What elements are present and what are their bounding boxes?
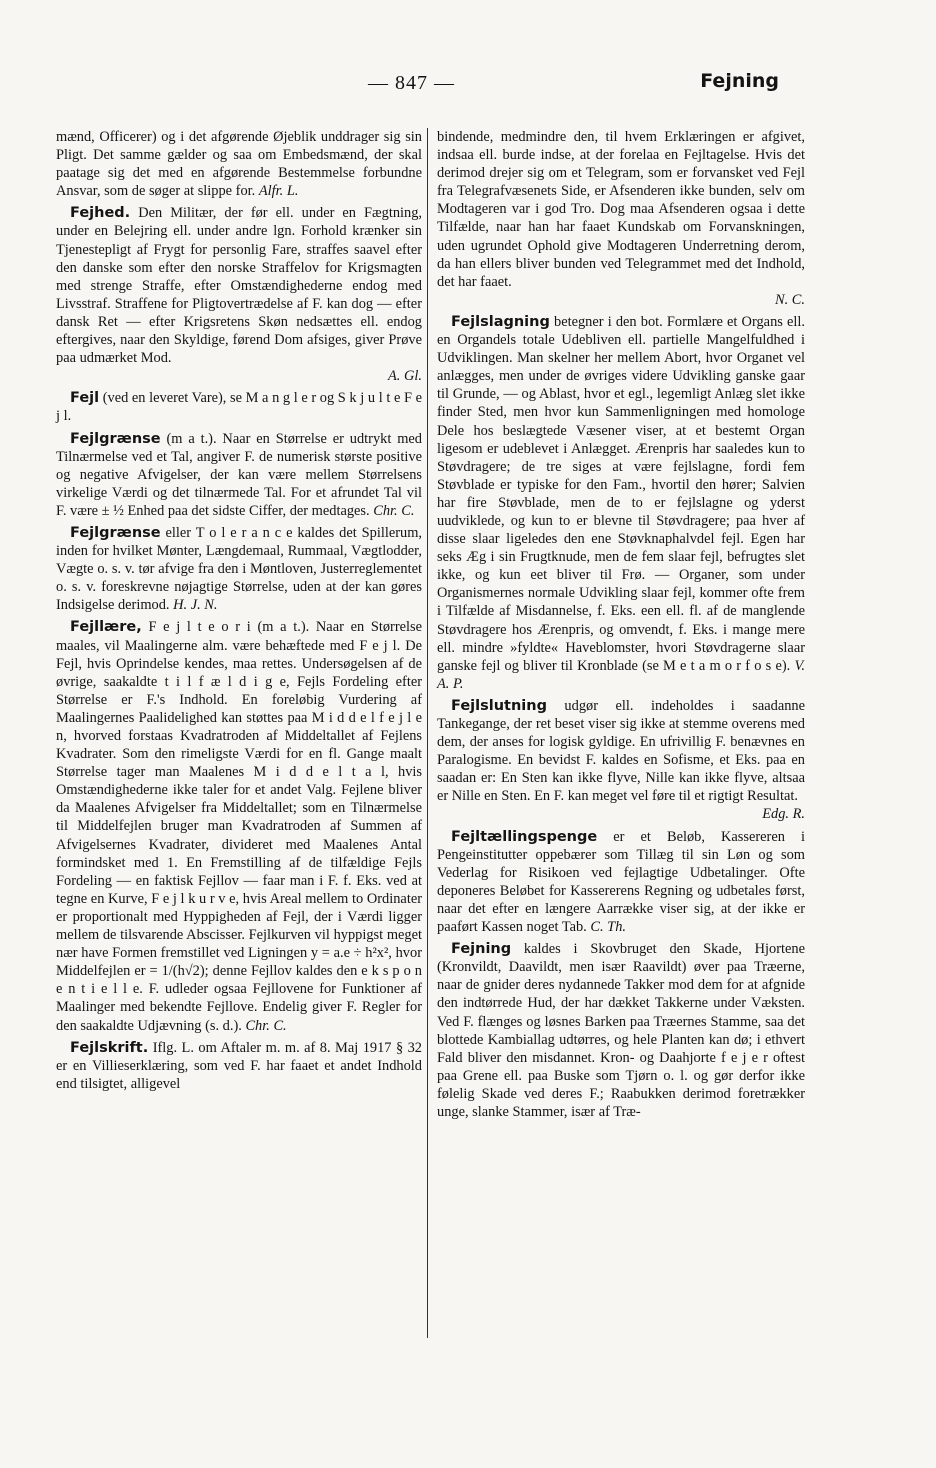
- running-head: Fejning: [700, 70, 779, 92]
- headword: Fejllære,: [70, 619, 142, 636]
- page-header: [0, 68, 936, 108]
- entry-text: kaldes i Skovbruget den Skade, Hjortene (Kronvildt, Daavildt, men især Raavildt) øver paa Træerne, naar de gnider deres nydannede Takker mod dem for at afgnide den indtørrede Hud, der har dækket Takkerne under Væksten. Ved F. flænges og løsnes Barken paa Træernes Stamme, saa det blottede Kambiallag udtørres, og hele Planten kan dø; i ethvert Fald bliver den misdannet. Kron- og Daahjorte f e j e r oftest paa Grene ell. paa Buske som Tjørn o. l. og gør derfor ikke følelig Skade ved deres F.; Raabukken derimod foretrækker unge, slanke Stammer, især af Træ-: [437, 941, 805, 1120]
- entry-fejl: [56, 389, 422, 425]
- right-column: [437, 128, 805, 1125]
- entry-text: bindende, medmindre den, til hvem Erklæringen er afgivet, indsaa ell. burde indse, at der forelaa en Fejltagelse. Hvis det derimod drejer sig om et Telegram, som er forvansket ved Fejl fra Telegrafvæsenets Side, er Afsenderen ikke bunden, selv om Modtageren var i god Tro. Dog maa Afsenderen ogsaa i dette Tilfælde, naar han har faaet Kundskab om Forvanskningen, uden ugrundet Ophold give Modtageren Underretning derom, da han ellers bliver bunden ved Telegrammet med det Indhold, det har faaet.: [437, 129, 805, 290]
- entry-fejlskrift: [56, 1039, 422, 1093]
- headword: Fejlslutning: [451, 697, 547, 714]
- entry-fejhed: [56, 204, 422, 385]
- entry-continuation: [437, 128, 805, 309]
- entry-fejning: [437, 940, 805, 1121]
- column-divider: [427, 128, 428, 1338]
- entry-signature: Chr. C.: [245, 1017, 287, 1034]
- entry-text: eller T o l e r a n c e kaldes det Spillerum, inden for hvilket Mønter, Længdemaal, Rummaal, Vægtlodder, Vægte o. s. v. tør afvige fra den i Møntloven, Justerreglementet o. s. v. foreskrevne nøjagtige Størrelse, uden at der kan gøres Indsigelse derimod.: [56, 524, 422, 614]
- headword: Fejlslagning: [451, 313, 550, 330]
- entry-text: er et Beløb, Kassereren i Pengeinstitutter oppebærer som Tillæg til sin Løn og som Vederlag for Risikoen ved fejlagtige Udbetalinger. Ofte deponeres Beløbet for Kassererens Regning og udbetales først, naar det efter en længere Aarrække viser sig, at der ikke er paaført Kassen noget Tab.: [437, 828, 805, 936]
- headword: Fejhed.: [70, 205, 131, 222]
- entry-fejlslagning: [437, 313, 805, 693]
- page-number: — 847 —: [368, 72, 455, 94]
- entry-text: betegner i den bot. Formlære et Organs ell. en Organdels totale Udebliven ell. partielle Mangelfuldhed i Udviklingen. Man skelner her mellem Abort, hvor Organet vel anlægges, men under de øvriges videre Udvikling ganske gaar til Grunde, — og Ablast, hvor et egl., legemligt Anlæg slet ikke finder Sted, men hvor kun Sammenligningen med homologe Dele hos beslægtede Væsener viser, at et bestemt Organ ligesom er udeblevet i Anlægget. Ærenpris har saaledes kun to Støvdragere; de tre siges at være fejlslagne, fordi fem Støvblade er typiske for den Fam., hvortil den hører; Salvien har fire Støvblade, men de to er fejlslagne og yderst uudviklede, og kun to er blevne til Støvdragere; paa hver af disse slaar ligeledes den ene Støvknaphalvdel fejl. Egen har seks Æg i sin Frugtknude, men de fem slaar fejl, befrugtes slet ikke, og kun eet bliver til Frø. — Organer, som under Organismernes normale Udvikling slaar fejl, kommer ofte frem i Tilfælde af Misdannelse, f. Eks. een ell. fl. af de manglende Støvdragere hos Ærenpris, og omvendt, f. Eks. i mange mere ell. mindre »fyldte« Haveblomster, hvori Støvdragerne slaar ganske fejl og bliver til Kronblade (se M e t a m o r f o s e).: [437, 313, 805, 674]
- entry-signature: Alfr. L.: [258, 183, 299, 200]
- entry-text: (m a t.). Naar en Størrelse er udtrykt med Tilnærmelse ved et Tal, angiver F. de numerisk største positive og negative Afvigelser, der kan være mellem Størrelsens virkelige Værdi og det tilnærmede Tal. For et afrundet Tal vil F. være ± ½ Enhed paa det sidste Ciffer, der medtages.: [56, 430, 422, 519]
- entry-fejltaellingspenge: [437, 828, 805, 937]
- entry-fejlgraense-tolerance: [56, 524, 422, 614]
- headword: Fejlskrift.: [70, 1039, 149, 1056]
- headword: Fejlgrænse: [70, 430, 161, 447]
- entry-text: mænd, Officerer) og i det afgørende Øjeblik unddrager sig sin Pligt. Det samme gælder og saa om Embedsmænd, der skal paatage sig det med en afgørende Bestemmelse forbundne Ansvar, som de søger at slippe for.: [56, 129, 422, 200]
- headword: Fejl: [70, 390, 100, 407]
- entry-signature: A. Gl.: [388, 368, 422, 385]
- entry-text: Iflg. L. om Aftaler m. m. af 8. Maj 1917 § 32 er en Villieserklæring, som ved F. har faaet et andet Indhold end tilsigtet, alligevel: [56, 1039, 422, 1092]
- entry-continuation: [56, 128, 422, 200]
- entry-signature: N. C.: [775, 291, 805, 308]
- headword: Fejlgrænse: [70, 524, 161, 541]
- entry-text: F e j l t e o r i (m a t.). Naar en Størrelse maales, vil Maalingerne alm. være behæftede med F e j l. De Fejl, hvis Oprindelse kendes, maa rettes. Undersøgelsen af de øvrige, saakaldte t i l f æ l d i g e, Fejls Fordeling efter Størrelse er F.'s Indhold. En foreløbig Vurdering af Maalingernes Paalidelighed kan støttes paa M i d d e l f e j l e n, hvorved forstaas Kvadratroden af Middeltallet af Fejlens Kvadrater. Som den rimeligste Værdi for en fl. Gange maalt Størrelse tager man Maalenes M i d d e l t a l, hvis Omstændighederne ikke taler for et andet Valg. Fejlene bliver da Maalenes Afvigelser fra Middeltallet; som en Tilnærmelse til Middelfejlen bruger man Kvadratroden af Summen af Afvigelsernes Kvadrater, divideret med Maalenes Antal formindsket med 1. En Fremstilling af de tilfældige Fejls Fordeling — en faktisk Fejllov — faar man i F. f. Eks. ved at tegne en Kurve, F e j l k u r v e, hvis Areal mellem to Ordinater er proportionalt med Hyppigheden af Fejl, der i Værdi ligger mellem de tilsvarende Abscisser. Fejlkurven vil hyppigst meget nær have Formen fremstillet ved Ligningen y = a.e ÷ h²x², hvor Middelfejlen er = 1/(h√2); denne Fejllov kaldes den e k s p o n e n t i e l l e. F. udleder ogsaa Fejllovene for Funktioner af Maalinger med bekendte Fejllove. Endelig giver F. Regler for den saakaldte Udjævning (s. d.).: [56, 619, 422, 1034]
- entry-text: udgør ell. indeholdes i saadanne Tankegange, der ret beset viser sig ikke at stemme overens med dem, der anses for logisk gyldige. En ufrivillig F. benævnes en Paralogisme. En bevidst F. kaldes en Sofisme, et Eks. paa en saadan er: En Sten kan ikke flyve, Nille kan ikke flyve, altsaa er Nille en Sten. En F. kan meget vel føre til et rigtigt Resultat.: [437, 697, 805, 805]
- entry-signature: Chr. C.: [373, 502, 415, 519]
- left-column: [56, 128, 422, 1097]
- entry-fejlgraense-mat: [56, 430, 422, 520]
- entry-fejlslutning: [437, 697, 805, 824]
- entry-signature: C. Th.: [590, 919, 626, 936]
- headword: Fejning: [451, 941, 512, 958]
- entry-fejllaere: [56, 618, 422, 1034]
- entry-text: Den Militær, der før ell. under en Fægtning, under en Belejring ell. under andre lgn. Forhold krænker sin Tjenestepligt af Frygt for personlig Fare, straffes saavel efter den danske som efter den norske Straffelov for Krigsmagten med strenge Straffe, efter Omstændighederne endog med Livsstraf. Straffene for Pligtovertrædelse af F. kan dog — efter dansk Ret — efter Krigsretens Skøn nedsættes ell. endog eftergives, naar den Skyldige, førend Dom afsiges, giver Prøve paa udmærket Mod.: [56, 205, 422, 367]
- headword: Fejltællingspenge: [451, 828, 598, 845]
- entry-signature: Edg. R.: [762, 806, 805, 823]
- entry-text: (ved en leveret Vare), se M a n g l e r og S k j u l t e F e j l.: [56, 390, 422, 425]
- entry-signature: V. A. P.: [437, 657, 805, 692]
- entry-signature: H. J. N.: [173, 597, 218, 614]
